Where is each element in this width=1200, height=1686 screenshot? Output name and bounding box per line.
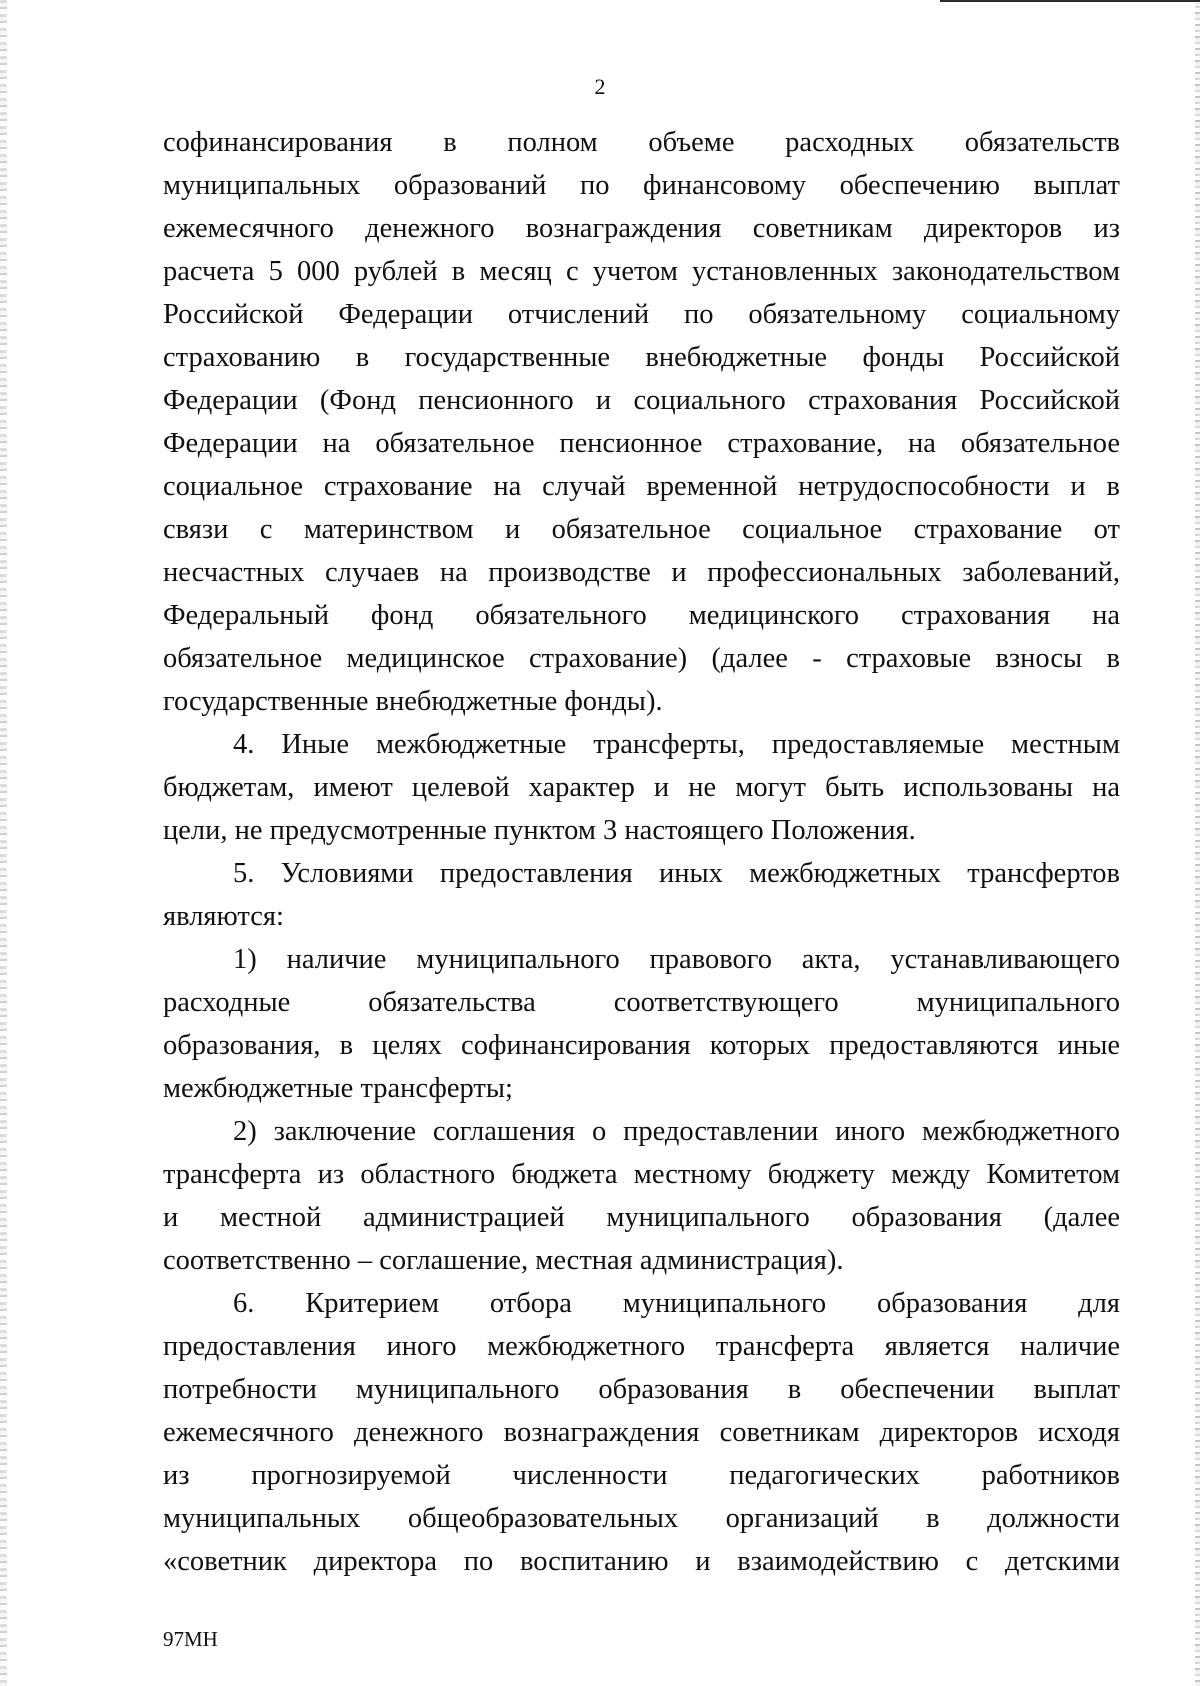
text-line: Российской Федерации отчислений по обязательному социальному	[163, 299, 1120, 330]
text-line: расходные обязательства соответствующего муниципального	[163, 987, 1120, 1018]
page-number: 2	[594, 74, 606, 99]
text-line: государственные внебюджетные фонды).	[163, 686, 663, 717]
text-line: образования, в целях софинансирования которых предоставляются иные	[163, 1030, 1120, 1061]
text-line: соответственно – соглашение, местная администрация).	[163, 1245, 844, 1276]
text-line: ежемесячного денежного вознаграждения советникам директоров исходя	[163, 1417, 1120, 1448]
text-line: «советник директора по воспитанию и взаимодействию с детскими	[163, 1546, 1120, 1577]
text-line: 4. Иные межбюджетные трансферты, предоставляемые местным	[233, 729, 1120, 760]
text-line: софинансирования в полном объеме расходных обязательств	[163, 127, 1120, 158]
text-line: обязательное медицинское страхование) (далее - страховые взносы в	[163, 643, 1120, 674]
text-line: ежемесячного денежного вознаграждения советникам директоров из	[163, 213, 1120, 244]
text-line: межбюджетные трансферты;	[163, 1073, 513, 1104]
scan-edge-left	[0, 0, 7, 1686]
text-line: 1) наличие муниципального правового акта, устанавливающего	[233, 944, 1120, 975]
text-line: несчастных случаев на производстве и профессиональных заболеваний,	[163, 557, 1120, 588]
text-line: страхованию в государственные внебюджетные фонды Российской	[163, 342, 1120, 373]
scan-top-rule	[940, 0, 1200, 2]
text-line: из прогнозируемой численности педагогических работников	[163, 1460, 1120, 1491]
text-line: Федерации на обязательное пенсионное страхование, на обязательное	[163, 428, 1120, 459]
text-line: и местной администрацией муниципального образования (далее	[163, 1202, 1120, 1233]
document-body	[163, 121, 1120, 1583]
scan-edge-right	[1195, 0, 1200, 1686]
text-line: 5. Условиями предоставления иных межбюджетных трансфертов	[233, 858, 1120, 889]
document-code: 97МН	[163, 1627, 218, 1651]
text-line: 6. Критерием отбора муниципального образования для	[233, 1288, 1120, 1319]
text-line: предоставления иного межбюджетного трансферта является наличие	[163, 1331, 1120, 1362]
text-line: трансферта из областного бюджета местному бюджету между Комитетом	[163, 1159, 1120, 1190]
text-line: муниципальных образований по финансовому обеспечению выплат	[163, 170, 1120, 201]
text-line: цели, не предусмотренные пунктом 3 настоящего Положения.	[163, 815, 916, 846]
text-line: бюджетам, имеют целевой характер и не могут быть использованы на	[163, 772, 1120, 803]
text-line: связи с материнством и обязательное социальное страхование от	[163, 514, 1120, 545]
text-line: муниципальных общеобразовательных организаций в должности	[163, 1503, 1120, 1534]
text-line: расчета 5 000 рублей в месяц с учетом установленных законодательством	[163, 256, 1120, 287]
text-line: социальное страхование на случай временной нетрудоспособности и в	[163, 471, 1120, 502]
text-line: потребности муниципального образования в обеспечении выплат	[163, 1374, 1120, 1405]
text-line: 2) заключение соглашения о предоставлении иного межбюджетного	[233, 1116, 1120, 1147]
text-line: Федеральный фонд обязательного медицинского страхования на	[163, 600, 1120, 631]
text-line: являются:	[163, 901, 284, 932]
text-line: Федерации (Фонд пенсионного и социального страхования Российской	[163, 385, 1120, 416]
